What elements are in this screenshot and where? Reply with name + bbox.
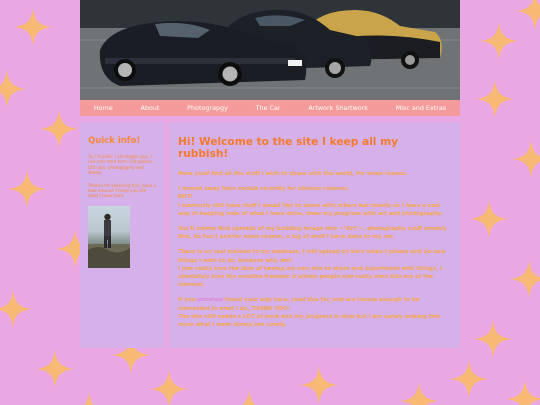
nav-artwork[interactable]: Artwork Shartwork <box>308 104 368 112</box>
star-decoration <box>0 70 26 108</box>
sidebar-thanks-text: Thanks for checking this, have a look around! I hope you like what I have here. <box>88 182 156 199</box>
nav-the-car[interactable]: The Car <box>255 104 281 112</box>
main-nav <box>80 100 460 116</box>
intro-paragraph: Here youll find all the stuff I wish to share with the world, for some reason. <box>178 171 408 177</box>
method-line-2: I just really love the idea of having my own site to share and experiment with things, I absolutely love the creative freedom it allows people and really miss this era of the internet. <box>178 265 442 289</box>
sidebar-title: Quick info! <box>88 136 141 146</box>
method-paragraph <box>178 248 451 289</box>
star-decoration <box>474 320 512 358</box>
star-decoration <box>470 200 508 238</box>
socials-line-1: I moved away from socials recently for obvious reasons. <box>178 186 350 193</box>
star-decoration <box>150 370 188 405</box>
nav-about[interactable]: About <box>140 104 160 112</box>
main-content <box>169 122 460 348</box>
socials-line-2: BUT! <box>178 194 193 201</box>
star-decoration <box>400 382 438 405</box>
header-banner-photo <box>80 0 460 100</box>
page-title: Hi! Welcome to the site I keep all my rubbish! <box>178 136 399 160</box>
nav-misc[interactable]: Misc and Extras <box>395 104 447 112</box>
sidebar-about-text: Yo, I'm Julia. I am simple guy, I can into retro tech, Old games, Old cars, photography and Miatas <box>88 154 154 176</box>
star-decoration <box>480 22 518 60</box>
star-decoration <box>0 290 32 328</box>
sidebar-quick-info <box>80 122 164 348</box>
method-line-1: There is no real method to my madness, I will upload on here when I please and do new things I wish to do, because why not! <box>178 249 446 264</box>
thanks-line-2: The site still needs a LOT of work and my progress is slow but I am surely making this more what I want slowly but surely. <box>178 313 441 329</box>
cars-photo <box>80 0 460 100</box>
star-decoration <box>476 80 514 118</box>
star-decoration <box>300 366 338 404</box>
thanks-prefix: If you <box>178 297 196 304</box>
thanks-emphasis: somehow <box>197 297 223 304</box>
star-decoration <box>516 0 540 30</box>
star-decoration <box>14 8 52 46</box>
star-decoration <box>506 380 540 405</box>
content-paragraph: You'll mainly find uploads of my budding forage into ~"Art"~, photography stuff (mainly film, its fun!) and for some reason, a log of stuff I have done to my car. <box>178 226 447 241</box>
socials-paragraph <box>178 185 451 218</box>
star-decoration <box>510 260 540 298</box>
star-decoration <box>36 350 74 388</box>
star-decoration <box>512 140 540 178</box>
star-decoration <box>450 360 488 398</box>
star-decoration <box>70 392 108 405</box>
star-decoration <box>230 390 268 405</box>
profile-photo <box>88 206 130 268</box>
star-decoration <box>8 170 46 208</box>
star-decoration <box>40 110 78 148</box>
thanks-paragraph <box>178 296 451 329</box>
socials-line-3: I obviously still have stuff I would like to share with others but mainly so I have a cool way of keeping note of what I have done, show my progress with art and photography. <box>178 202 443 217</box>
nav-home[interactable]: Home <box>93 104 113 112</box>
nav-photography[interactable]: Photograpgy <box>187 104 228 112</box>
thanks-rest: found your way here, read this far, and are insane enough to be interested in what I do, THANK YOU! <box>178 297 420 312</box>
